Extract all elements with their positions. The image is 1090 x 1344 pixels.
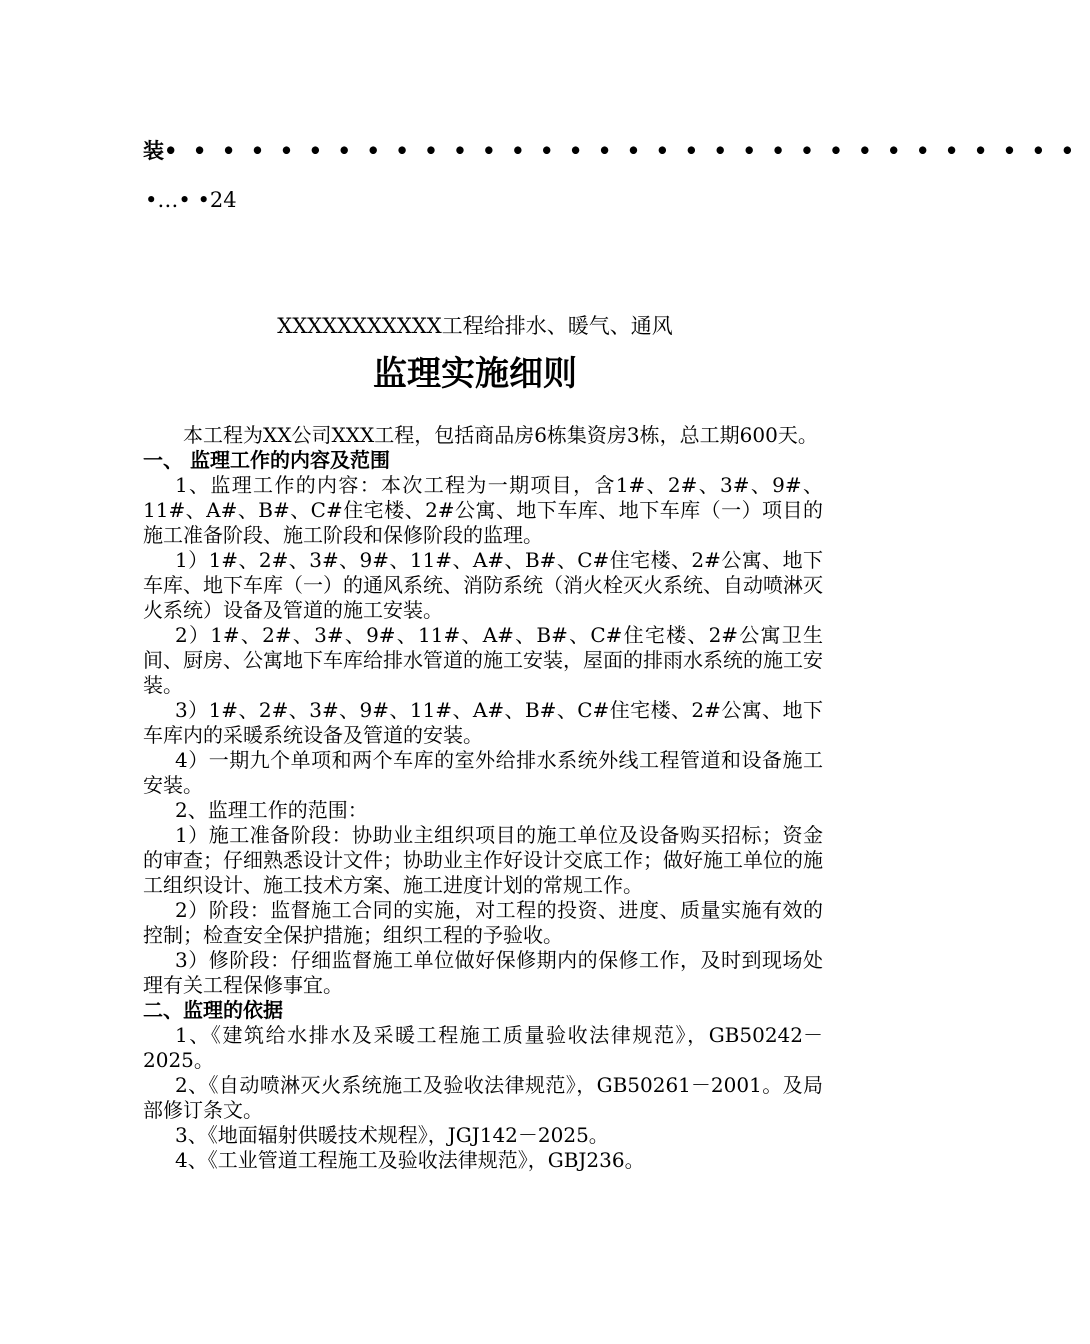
- section1-sub1: 1）1#、2#、3#、9#、11#、A#、B#、C#住宅楼、2#公寓、地下车库、地下车库（一）的通风系统、消防系统（消火栓灭火系统、自动喷淋灭火系统）设备及管道的施工安装。: [143, 548, 823, 622]
- toc-entry-continuation: [145, 184, 237, 216]
- toc-entry-line: [143, 134, 1090, 168]
- toc-entry-word: 装: [143, 139, 164, 163]
- section1-scope2: 2）阶段：监督施工合同的实施，对工程的投资、进度、质量实施有效的控制；检查安全保护措施；组织工程的予验收。: [143, 898, 823, 947]
- section1-item1: 1、监理工作的内容：本次工程为一期项目，含1#、2#、3#、9#、11#、A#、B#、C#住宅楼、2#公寓、地下车库、地下车库（一）项目的施工准备阶段、施工阶段和保修阶段的监理。: [143, 473, 823, 547]
- section1-sub2: 2）1#、2#、3#、9#、11#、A#、B#、C#住宅楼、2#公寓卫生间、厨房、公寓地下车库给排水管道的施工安装，屋面的排雨水系统的施工安装。: [143, 623, 823, 697]
- section2-ref4: 4、《工业管道工程施工及验收法律规范》，GBJ236。: [175, 1148, 645, 1172]
- section1-scope1: 1）施工准备阶段：协助业主组织项目的施工单位及设备购买招标；资金的审查；仔细熟悉设计文件；协助业主作好设计交底工作；做好施工单位的施工组织设计、施工技术方案、施工进度计划的常规工作。: [143, 823, 823, 897]
- section1-sub4: 4）一期九个单项和两个车库的室外给排水系统外线工程管道和设备施工安装。: [143, 748, 823, 797]
- intro-paragraph: 本工程为XX公司XXX工程，包括商品房6栋集资房3栋，总工期600天。: [183, 423, 818, 447]
- toc-page-number: 24: [209, 188, 237, 212]
- document-body: [143, 423, 823, 1173]
- section-heading-1: 一、 监理工作的内容及范围: [143, 448, 390, 472]
- section2-ref3: 3、《地面辐射供暖技术规程》，JGJ142－2025。: [175, 1123, 609, 1147]
- toc-continuation-dots: •…• •: [145, 188, 210, 212]
- section1-item2: 2、监理工作的范围：: [175, 798, 368, 822]
- toc-leader-dots: ••••••••••••••••••••••••••••••••: [164, 138, 1090, 163]
- document-title: 监理实施细则: [373, 354, 577, 394]
- section2-ref2: 2、《自动喷淋灭火系统施工及验收法律规范》，GB50261－2001。及局部修订条文。: [143, 1073, 823, 1122]
- section2-ref1: 1、《建筑给水排水及采暖工程施工质量验收法律规范》，GB50242－2025。: [143, 1023, 823, 1072]
- section1-sub3: 3）1#、2#、3#、9#、11#、A#、B#、C#住宅楼、2#公寓、地下车库内的采暖系统设备及管道的安装。: [143, 698, 823, 747]
- section1-scope3: 3）修阶段：仔细监督施工单位做好保修期内的保修工作，及时到现场处理有关工程保修事宜。: [143, 948, 823, 997]
- section-heading-2: 二、监理的依据: [143, 998, 283, 1022]
- document-subtitle: XXXXXXXXXXX工程给排水、暖气、通风: [277, 314, 673, 338]
